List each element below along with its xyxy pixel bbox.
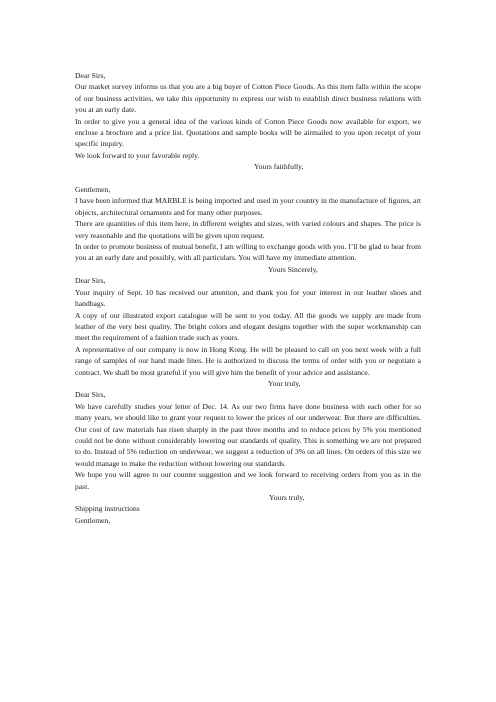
letter-2-salutation: Gentlemen, [75, 185, 111, 195]
letter-4-paragraph-1: We have carefully studies your letter of Dec. 14. As our two firms have done business with each other for so many years, we should like to grant your request to lower the prices of our underwear. But there are difficulties. Our cost of raw materials has risen sharply in the past three months and to reduce prices by 5% you mentioned could not be done without considerably lowering our standards of quality. This is something we are not prepared to do. Instead of 5% reduction on underwear, we suggest a reduction of 3% on all lines. On orders of this size we would manage to make the reduction without lowering our standards. [75, 401, 421, 468]
shipping-instructions-heading: Shipping instructions [75, 504, 140, 514]
letter-2-paragraph-3: In order to promote business of mutual benefit, I am willing to exchange goods with you. I’ll be glad to hear from you at an early date and possibly, with all particulars. You will have my immediate attention. [75, 242, 421, 263]
letter-2-paragraph-1: I have been informed that MARBLE is being imported and used in your country in the manufacture of figures, art objects, architectural ornaments and for many other purposes. [75, 196, 421, 217]
letters-body [75, 70, 421, 526]
letter-gap [75, 173, 421, 184]
letter-1-paragraph-1: Our market survey informs us that you are a big buyer of Cotton Piece Goods. As this item falls within the scope of our business activities, we take this opportunity to express our wish to establish direct business relations with you at an early date. [75, 82, 421, 115]
next-letter-salutation: Gentlemen, [75, 515, 111, 525]
letter-4-salutation: Dear Sirs, [75, 390, 106, 400]
letter-1-salutation: Dear Sirs, [75, 71, 106, 80]
letter-2-paragraph-2: There are quantities of this item here, in different weights and sizes, with varied colours and shapes. The price is very reasonable and the quotations will be given upon request. [75, 219, 421, 240]
letter-4-paragraph-2: We hope you will agree to our counter suggestion and we look forward to receiving orders from you as in the past. [75, 470, 421, 491]
letter-3-salutation: Dear Sirs, [75, 276, 106, 286]
letter-1-paragraph-3: We look forward to your favorable reply. [75, 150, 200, 160]
letter-3-closing: Your truly, [268, 378, 301, 388]
letter-3-paragraph-1: Your inquiry of Sept. 10 has received our attention, and thank you for your interest in our leather shoes and handbags. [75, 287, 421, 309]
letter-2-closing: Yours Sincerely, [268, 264, 318, 274]
letter-3-paragraph-3: A representative of our company is now in Hong Kong. He will be pleased to call on you next week with a full range of samples of our hand made lines. He is authorized to discuss the terms of order with you or negotiate a contract. We shall be most grateful if you will give him the benefit of your advice and assistance. [75, 344, 421, 377]
letter-1-closing: Yours faithfully, [254, 162, 304, 172]
letter-3-paragraph-2: A copy of our illustrated export catalogue will be sent to you today. All the goods we supply are made from leather of the very best quality. The bright colors and elegant designs together with the super workmanship can meet the requirement of a fashion trade such as yours. [75, 310, 421, 343]
letter-1-paragraph-2: In order to give you a general idea of the various kinds of Cotton Piece Goods now available for export, we enclose a brochure and a price list. Quotations and sample books will be airmailed to you upon receipt of your specific inquiry. [75, 116, 421, 149]
letter-4-closing: Yours truly, [269, 493, 305, 503]
